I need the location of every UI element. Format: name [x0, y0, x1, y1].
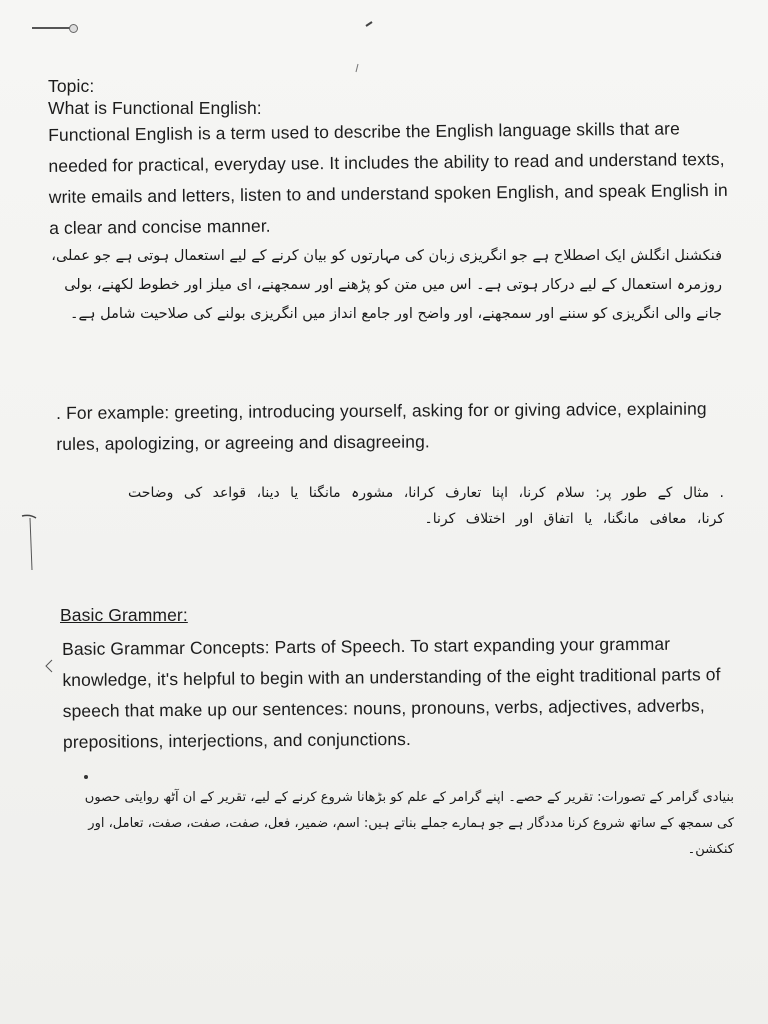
- grammar-paragraph: Basic Grammar Concepts: Parts of Speech. To start expanding your grammar knowledge, it's helpful to begin with an understanding of the eight traditional parts of speech that make up our sentences: nouns, pronouns, verbs, adjectives, adverbs, prepositions, interjections, and conjunctions.: [62, 633, 721, 752]
- example-paragraph: . For example: greeting, introducing yourself, asking for or giving advice, explaining rules, apologizing, or agreeing and disagreeing.: [56, 398, 707, 454]
- grammar-heading: Basic Grammer:: [60, 605, 188, 625]
- topic-title: What is Functional English:: [48, 98, 262, 118]
- grammar-urdu: بنیادی گرامر کے تصورات: تقریر کے حصے۔ اپنے گرامر کے علم کو بڑھانا شروع کرنے کے لیے، تقریر کے ان آٹھ روایتی حصوں کی سمجھ کے ساتھ شروع کرنا مددگار ہے جو ہمارے جملے بناتے ہیں: اسم، ضمیر، فعل، صفت، صفت، صفت، تعامل، اور کنکشن۔: [84, 790, 734, 857]
- pen-mark: [32, 27, 74, 29]
- topic-label: Topic:: [48, 76, 95, 96]
- functional-english-paragraph: Functional English is a term used to describe the English language skills that are needed for practical, everyday use. It includes the ability to read and understand texts, write emails and letters, listen to and understand spoken English, and speak English in a clear and concise manner.: [48, 118, 728, 238]
- example-urdu: . مثال کے طور پر: سلام کرنا، اپنا تعارف کرانا، مشورہ مانگنا یا دینا، قواعد کی وضاحت کرنا، معافی مانگنا، یا اتفاق اور اختلاف کرنا۔: [128, 485, 724, 527]
- functional-english-urdu: فنکشنل انگلش ایک اصطلاح ہے جو انگریزی زبان کی مہارتوں کو بیان کرنے کے لیے استعمال ہوتی ہے جو عملی، روزمرہ استعمال کے لیے درکار ہوتی ہے۔ اس میں متن کو پڑھنے اور سمجھنے، ای میلز اور خطوط لکھنے، بولی جانے والی انگریزی کو سننے اور سمجھنے، اور واضح اور جامع انداز میں انگریزی بولنے کی صلاحیت شامل ہے۔: [51, 248, 722, 322]
